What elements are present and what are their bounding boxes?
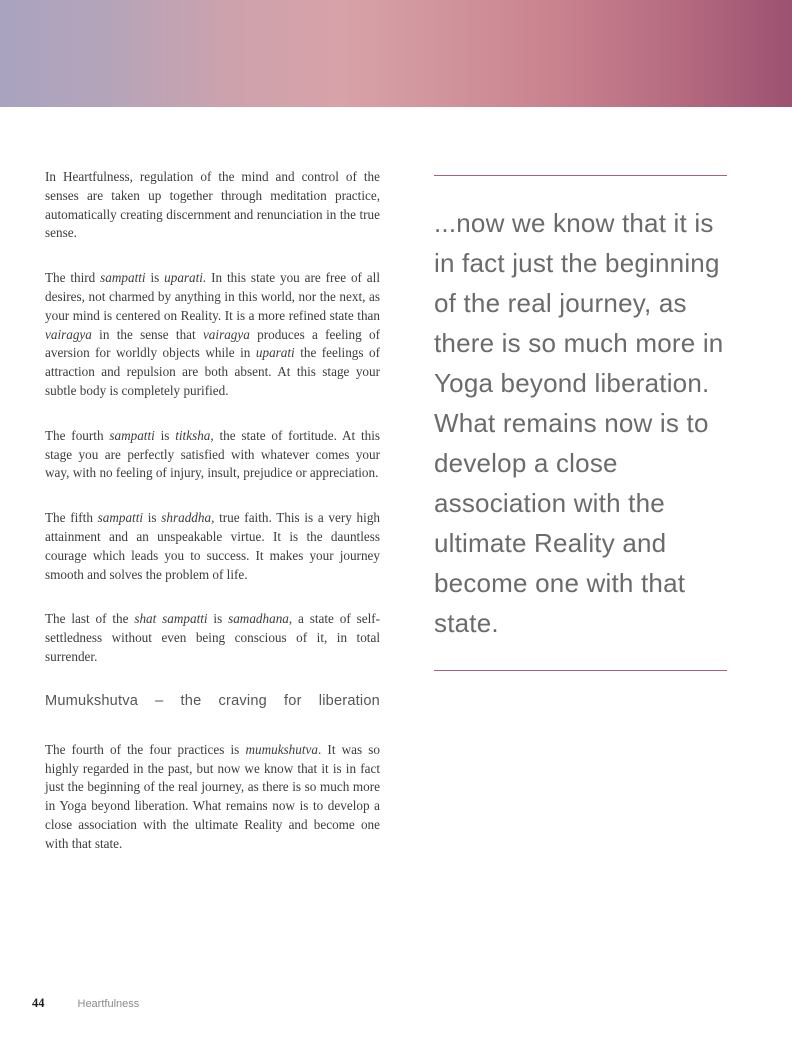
paragraph: In Heartfulness, regulation of the mind and control of the senses are taken up together through meditation practice, automatically creating discernment and renunciation in the true sense. bbox=[45, 169, 380, 241]
pullquote-rule-bottom bbox=[434, 670, 727, 671]
book-title: Heartfulness bbox=[77, 998, 140, 1010]
body-text-column bbox=[45, 168, 380, 880]
paragraph: The last of the shat sampatti is samadhana, a state of self-settledness without even being conscious of it, in total surrender. bbox=[45, 611, 381, 664]
paragraph: The fourth sampatti is titksha, the state of fortitude. At this stage you are perfectly satisfied with whatever comes your way, with no feeling of injury, insult, prejudice or appreciation. bbox=[45, 427, 381, 481]
paragraphs-after-heading bbox=[45, 741, 380, 854]
section-heading: Mumukshutva – the craving for liberation bbox=[45, 692, 380, 709]
page-footer bbox=[32, 996, 139, 1011]
paragraph: The fifth sampatti is shraddha, true faith. This is a very high attainment and an unspeakable virtue. It is the dauntless courage which leads you to success. It makes your journey smooth and solves the problem of life. bbox=[45, 510, 381, 582]
paragraph: The fourth of the four practices is mumukshutva. It was so highly regarded in the past, but now we know that it is in fact just the beginning of the real journey, as there is so much more in Yoga beyond liberation. What remains now is to develop a close association with the ultimate Reality and become one with that state. bbox=[45, 741, 380, 851]
paragraphs-before-heading bbox=[45, 168, 380, 667]
pullquote-column bbox=[434, 175, 727, 671]
gradient-banner bbox=[0, 0, 792, 107]
pullquote-text: ...now we know that it is in fact just the beginning of the real journey, as there is so much more in Yoga beyond liberation. What remains now is to develop a close association with the ultimate Reality and become one with that state. bbox=[434, 208, 724, 638]
pullquote-rule-top bbox=[434, 175, 727, 176]
page-number: 44 bbox=[32, 996, 45, 1010]
paragraph: The third sampatti is uparati. In this state you are free of all desires, not charmed by anything in this world, nor the next, as your mind is centered on Reality. It is a more refined state than vairagya in the sense that vairagya produces a feeling of aversion for worldly objects while in uparati the feelings of attraction and repulsion are both absent. At this stage your subtle body is completely purified. bbox=[45, 270, 380, 398]
